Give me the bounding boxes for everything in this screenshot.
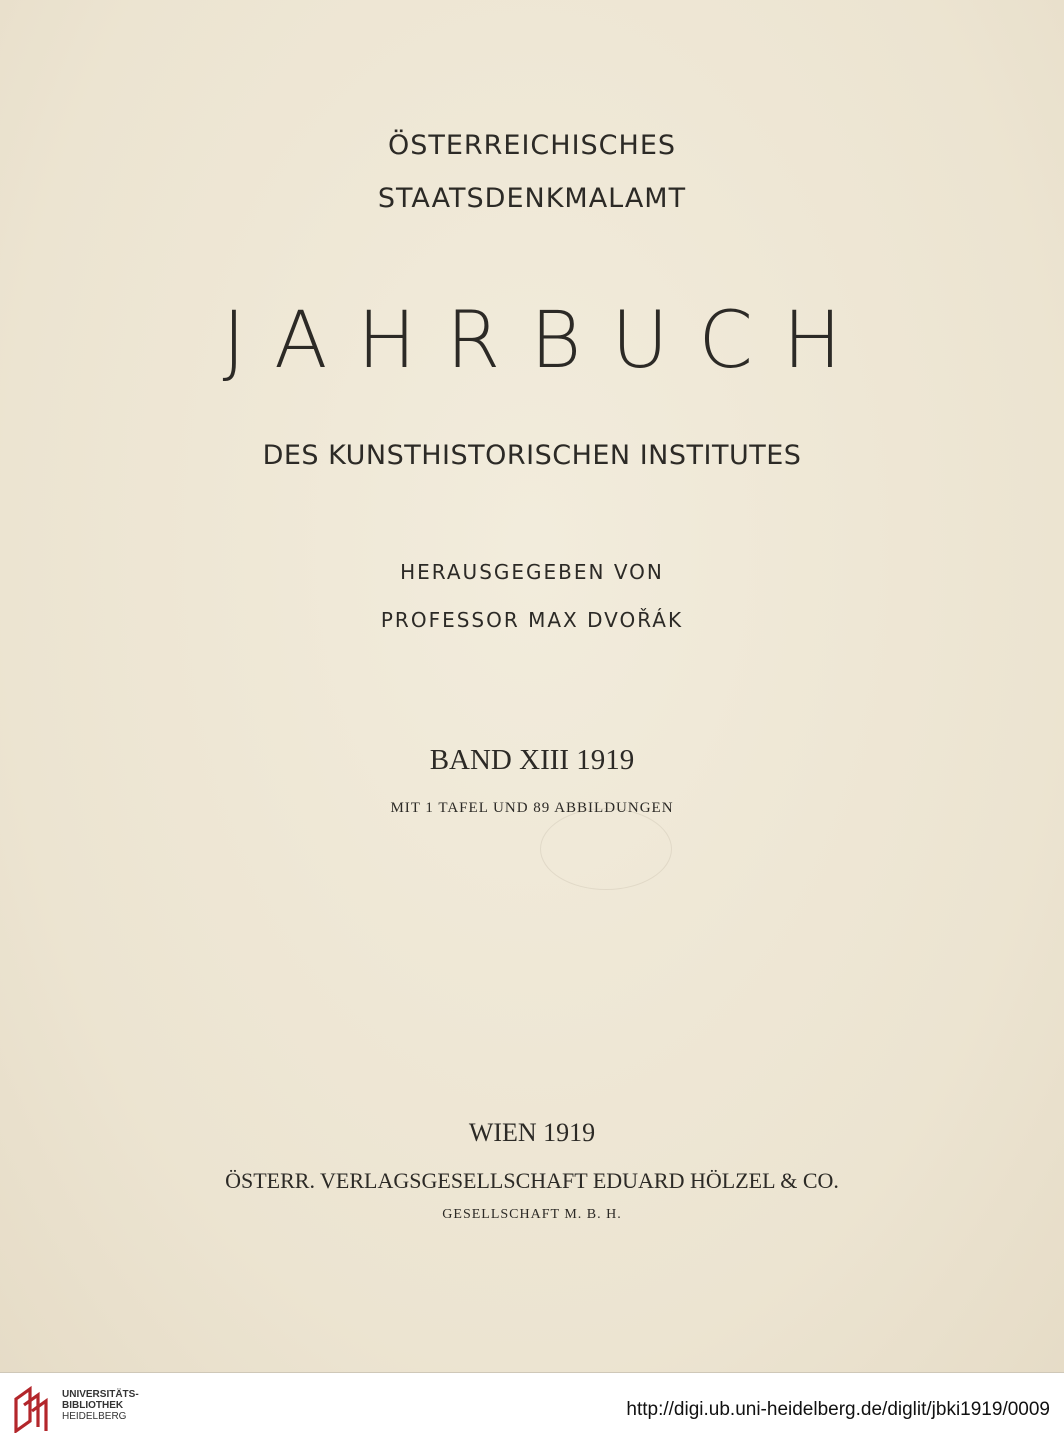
- editor-name: PROFESSOR MAX DVOŘÁK: [380, 608, 684, 632]
- faded-library-stamp: [540, 808, 672, 890]
- library-line-3: HEIDELBERG: [62, 1411, 127, 1422]
- permalink-url[interactable]: http://digi.ub.uni-heidelberg.de/diglit/jbki1919/0009: [626, 1399, 1050, 1420]
- institution-line-2: STAATSDENKMALAMT: [377, 183, 687, 214]
- library-line-2: BIBLIOTHEK: [62, 1400, 124, 1411]
- edited-by-label: HERAUSGEGEBEN VON: [400, 560, 664, 584]
- publisher: ÖSTERR. VERLAGSGESELLSCHAFT EDUARD HÖLZEL & CO.: [225, 1168, 839, 1193]
- company-form: GESELLSCHAFT M. B. H.: [442, 1207, 622, 1222]
- institution-line-1: ÖSTERREICHISCHES: [387, 130, 677, 161]
- library-name: [62, 1389, 139, 1422]
- volume-label: BAND XIII 1919: [429, 744, 635, 776]
- digitization-footer: [0, 1372, 1064, 1449]
- subtitle: DES KUNSTHISTORISCHEN INSTITUTES: [262, 440, 802, 471]
- page-title: JAHRBUCH: [222, 296, 872, 386]
- library-logo-icon[interactable]: [12, 1385, 56, 1433]
- plates-note: MIT 1 TAFEL UND 89 ABBILDUNGEN: [390, 800, 674, 816]
- city-year: WIEN 1919: [468, 1118, 596, 1147]
- library-line-1: UNIVERSITÄTS-: [62, 1389, 139, 1400]
